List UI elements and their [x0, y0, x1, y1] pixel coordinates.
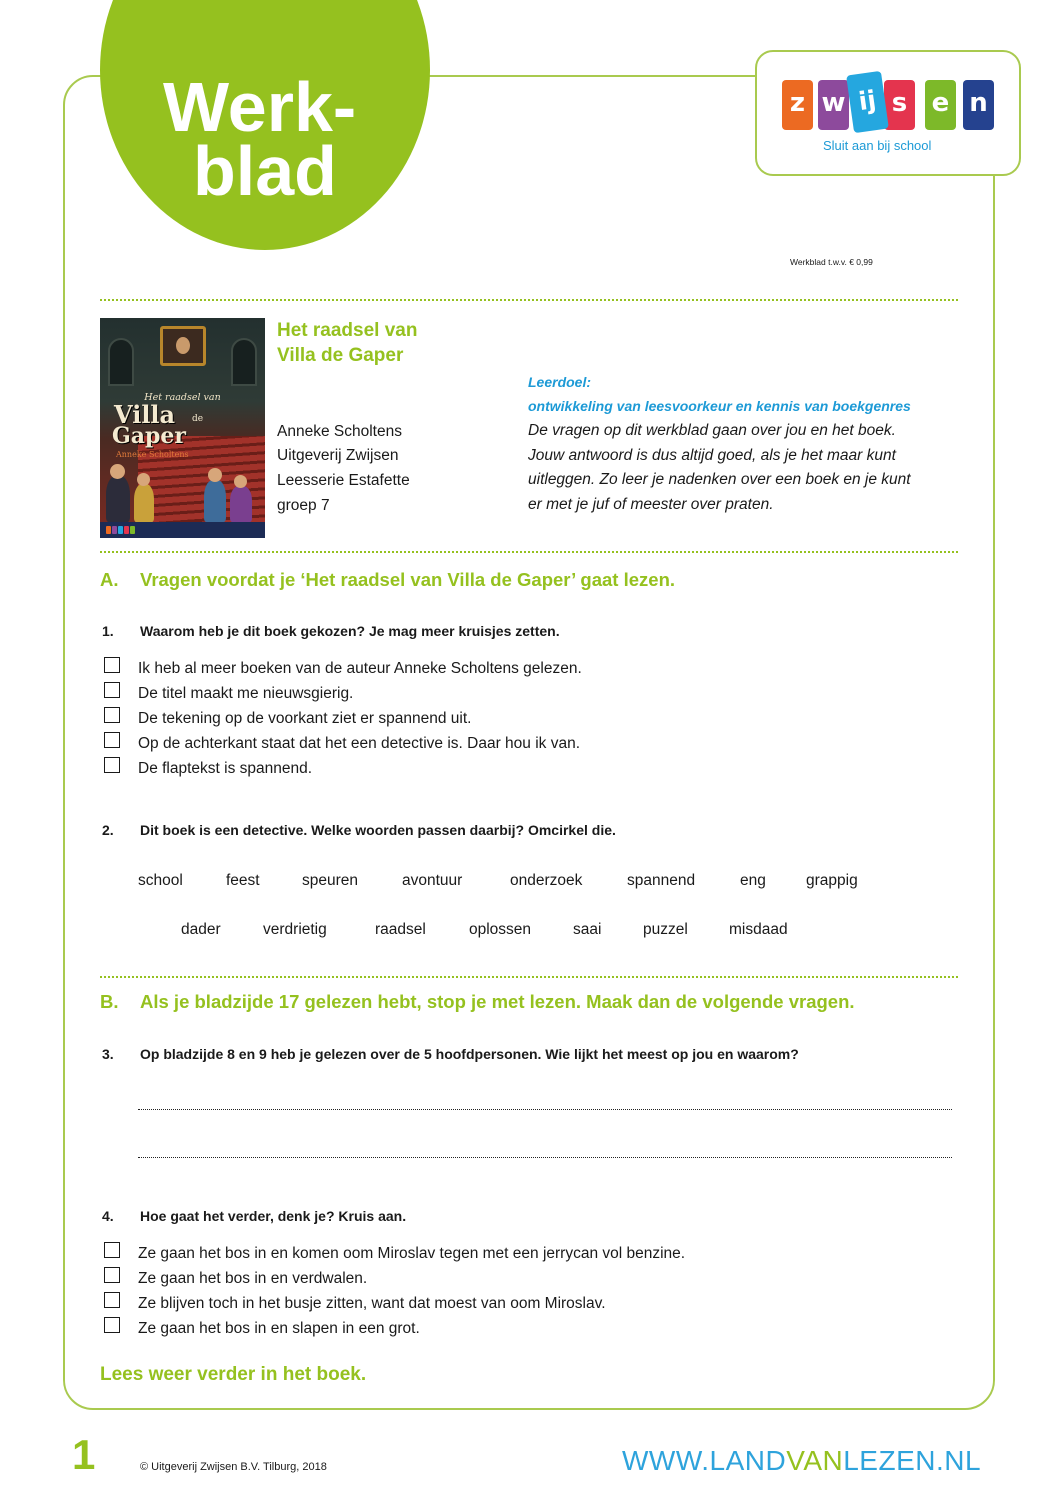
question-1-checkbox[interactable]	[104, 707, 120, 723]
book-title	[277, 318, 417, 368]
intro-line: er met je juf of meester over praten.	[528, 496, 774, 514]
cover-figure	[204, 480, 226, 522]
cover-mini-logo-tile	[124, 526, 129, 534]
cover-window	[108, 338, 134, 386]
cover-figure	[134, 484, 154, 522]
word-choice[interactable]: feest	[226, 872, 260, 889]
word-choice[interactable]: avontuur	[402, 872, 463, 889]
website-part-highlight: VAN	[786, 1445, 844, 1476]
word-choice[interactable]: spannend	[627, 872, 696, 889]
logo-tile-e: e	[925, 80, 956, 130]
book-publisher: Uitgeverij Zwijsen	[277, 447, 399, 465]
question-1-checkbox[interactable]	[104, 682, 120, 698]
question-1-checkbox[interactable]	[104, 657, 120, 673]
question-4-text: Hoe gaat het verder, denk je? Kruis aan.	[140, 1208, 407, 1224]
word-choice[interactable]: misdaad	[729, 921, 788, 938]
cover-figure-head	[234, 475, 247, 488]
cover-painting	[160, 326, 206, 366]
book-title-line: Villa de Gaper	[277, 344, 404, 366]
word-choice[interactable]: puzzel	[643, 921, 688, 938]
word-choice[interactable]: raadsel	[375, 921, 426, 938]
question-2-number: 2.	[102, 822, 114, 838]
question-1-checkbox[interactable]	[104, 732, 120, 748]
cover-figure-head	[137, 473, 150, 486]
logo-tagline: Sluit aan bij school	[823, 138, 932, 153]
cover-title-small: Het raadsel van	[144, 392, 221, 403]
copyright-notice: © Uitgeverij Zwijsen B.V. Tilburg, 2018	[140, 1461, 327, 1473]
logo-tile-w: w	[818, 80, 849, 130]
question-1-option: De titel maakt me nieuwsgierig.	[138, 684, 354, 702]
cover-title-de: de	[192, 414, 204, 424]
question-1-option: De tekening op de voorkant ziet er spannend uit.	[138, 709, 472, 727]
learning-goal-label: Leerdoel:	[528, 373, 592, 390]
word-choice[interactable]: verdrietig	[263, 921, 327, 938]
intro-line: Jouw antwoord is dus altijd goed, als je het maar kunt	[528, 446, 896, 464]
cover-mini-logo-tile	[112, 526, 117, 534]
question-4-checkbox[interactable]	[104, 1317, 120, 1333]
worksheet-title-line2: blad	[193, 132, 337, 210]
closing-instruction: Lees weer verder in het boek.	[100, 1364, 367, 1385]
question-4-option: Ze blijven toch in het busje zitten, want dat moest van oom Miroslav.	[138, 1294, 606, 1312]
question-4-option: Ze gaan het bos in en komen oom Miroslav tegen met een jerrycan vol benzine.	[138, 1244, 686, 1262]
section-divider	[100, 551, 958, 553]
book-details	[277, 420, 410, 519]
word-choice[interactable]: dader	[181, 921, 221, 938]
website-part: LEZEN.NL	[843, 1445, 982, 1476]
website-part: WWW.LAND	[622, 1445, 787, 1476]
question-1-checkbox[interactable]	[104, 757, 120, 773]
answer-line[interactable]	[138, 1157, 952, 1158]
question-1-number: 1.	[102, 623, 114, 639]
cover-author: Anneke Scholtens	[116, 450, 189, 459]
learning-goal-block	[528, 370, 911, 518]
word-choice[interactable]: speuren	[302, 872, 359, 889]
section-b-heading: Als je bladzijde 17 gelezen hebt, stop je met lezen. Maak dan de volgende vragen.	[140, 991, 855, 1012]
question-1-text: Waarom heb je dit boek gekozen? Je mag meer kruisjes zetten.	[140, 623, 560, 639]
word-choice[interactable]: eng	[740, 872, 766, 889]
cover-window	[231, 338, 257, 386]
worksheet-title-line1: Werk-	[163, 68, 357, 146]
word-choice[interactable]: saai	[573, 921, 602, 938]
logo-tile-z: z	[782, 80, 813, 130]
cover-figure	[230, 486, 252, 522]
word-choice[interactable]: school	[138, 872, 183, 889]
page-number: 1	[72, 1431, 96, 1478]
learning-goal-text: ontwikkeling van leesvoorkeur en kennis van boekgenres	[528, 398, 911, 415]
logo-tile-n: n	[963, 80, 994, 130]
book-series: Leesserie Estafette	[277, 472, 410, 489]
answer-line[interactable]	[138, 1109, 952, 1110]
cover-publisher-strip	[100, 522, 265, 538]
question-4-option: Ze gaan het bos in en slapen in een grot.	[138, 1319, 420, 1337]
question-4-number: 4.	[102, 1208, 114, 1224]
cover-title-villa: Villa	[114, 400, 176, 429]
logo-tile-ij: ij	[846, 71, 889, 133]
question-3-number: 3.	[102, 1046, 114, 1062]
zwijsen-logo	[755, 50, 1021, 176]
question-4-checkbox[interactable]	[104, 1267, 120, 1283]
question-1-option: De flaptekst is spannend.	[138, 759, 313, 777]
cover-figure	[106, 476, 130, 522]
cover-figure-head	[208, 468, 222, 482]
section-a-heading: Vragen voordat je ‘Het raadsel van Villa de Gaper’ gaat lezen.	[140, 569, 676, 590]
cover-mini-logo-tile	[118, 526, 123, 534]
book-title-line: Het raadsel van	[277, 319, 418, 341]
cover-mini-logo-tile	[106, 526, 111, 534]
cover-title-gaper: Gaper	[112, 423, 187, 449]
word-choice[interactable]: onderzoek	[510, 872, 583, 889]
section-a-letter: A.	[100, 569, 119, 590]
section-divider	[100, 976, 958, 978]
question-2-text: Dit boek is een detective. Welke woorden passen daarbij? Omcirkel die.	[140, 822, 616, 838]
question-1-option: Ik heb al meer boeken van de auteur Anneke Scholtens gelezen.	[138, 659, 582, 677]
section-divider	[100, 299, 958, 301]
cover-mini-logo-tile	[130, 526, 135, 534]
intro-line: De vragen op dit werkblad gaan over jou en het boek.	[528, 421, 896, 439]
book-author: Anneke Scholtens	[277, 422, 402, 440]
question-3-text: Op bladzijde 8 en 9 heb je gelezen over de 5 hoofdpersonen. Wie lijkt het meest op jou en waarom?	[140, 1046, 799, 1062]
question-4-checkbox[interactable]	[104, 1242, 120, 1258]
section-b-letter: B.	[100, 991, 119, 1012]
book-cover-image	[100, 318, 265, 538]
question-4-checkbox[interactable]	[104, 1292, 120, 1308]
question-1-option: Op de achterkant staat dat het een detective is. Daar hou ik van.	[138, 734, 581, 752]
price-note: Werkblad t.w.v. € 0,99	[790, 257, 873, 267]
question-4-option: Ze gaan het bos in en verdwalen.	[138, 1269, 368, 1287]
word-choice[interactable]: grappig	[806, 872, 858, 889]
cover-figure-head	[110, 464, 125, 479]
cover-painting-face	[176, 337, 190, 354]
logo-tile-s: s	[884, 80, 915, 130]
website-link[interactable]	[622, 1446, 981, 1476]
book-grade: groep 7	[277, 496, 330, 514]
intro-line: uitleggen. Zo leer je nadenken over een boek en je kunt	[528, 471, 911, 489]
word-choice[interactable]: oplossen	[469, 921, 532, 938]
